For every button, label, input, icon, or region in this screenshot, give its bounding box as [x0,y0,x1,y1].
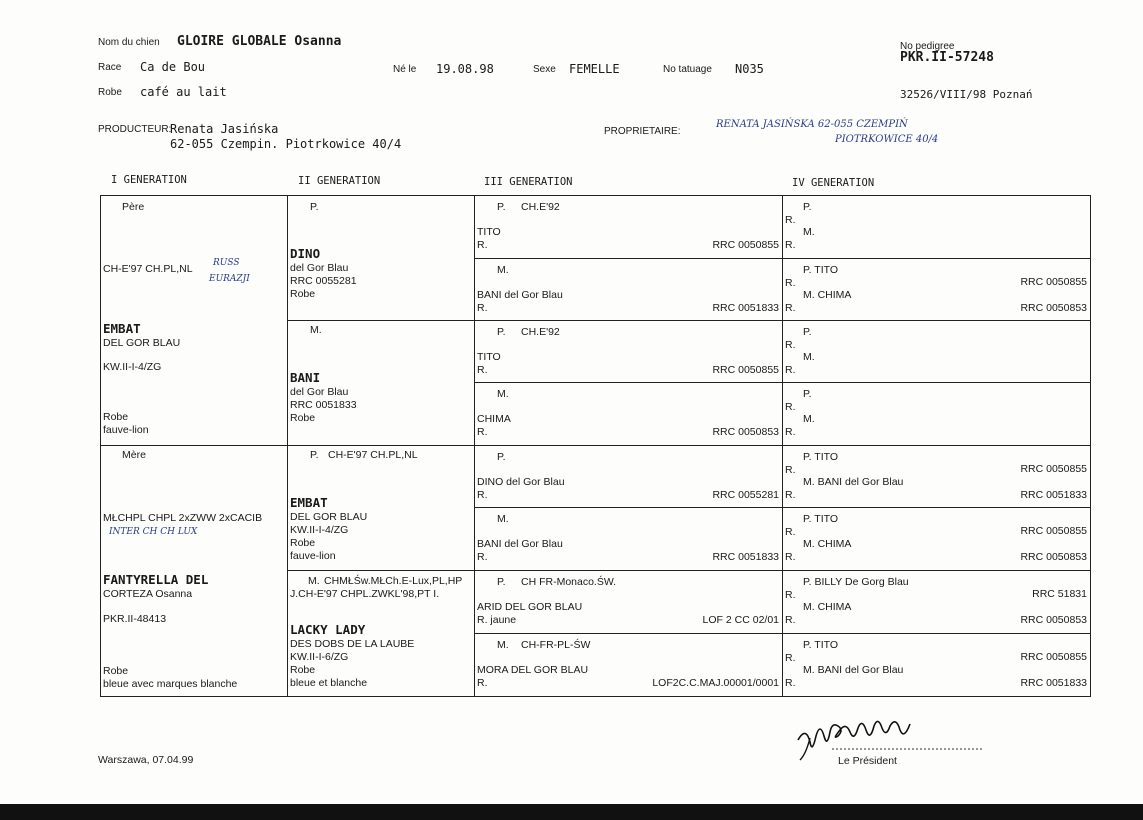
born-value: 19.08.98 [436,62,494,76]
scan-edge-bar [0,804,1143,820]
grid-line [474,382,1090,383]
gen4-sire-registration: RRC 0050855 [1020,276,1087,288]
pedigree-label: No pedigree [900,41,955,52]
owner-handwritten-line1: RENATA JASIŃSKA 62-055 CZEMPIŃ [716,119,908,130]
gen3-registration: RRC 0055281 [712,489,779,501]
gen2-line: KW.II-I-4/ZG [290,524,349,536]
gen4-robe: R. [785,551,796,563]
gen4-dam: M. BANI del Gor Blau [803,476,904,488]
gen4-robe: R. [785,214,796,226]
gen4-robe: R. [785,652,796,664]
gen2-line: bleue et blanche [290,677,368,689]
father-titles: CH-E'97 CH.PL,NL [103,263,193,275]
gen4-sire: P. TITO [803,451,839,463]
gen4-dam: M. CHIMA [803,538,852,550]
mother-registration: PKR.II-48413 [103,613,167,625]
mother-robe: bleue avec marques blanche [103,678,238,690]
grid-line [287,570,1090,571]
father-handwritten-note-2: EURAZJI [209,274,250,284]
gen4-robe: R. [785,526,796,538]
gen3-name: MORA DEL GOR BLAU [477,664,589,676]
gen4-robe: R. [785,677,796,689]
gen3-name: ARID DEL GOR BLAU [477,601,583,613]
gen3-robe: R. [477,239,488,251]
gen2-line: DES DOBS DE LA LAUBE [290,638,415,650]
dog-name: GLOIRE GLOBALE Osanna [177,34,342,49]
father-registration: KW.II-I-4/ZG [103,361,162,373]
gen4-sire-registration: RRC 0050855 [1020,525,1087,537]
gen4-dam: M. CHIMA [803,289,852,301]
gen2-name: LACKY LADY [290,622,366,637]
gen2-titles: CHMŁŚw.MŁCh.E-Lux,PL,HP [324,575,463,587]
pedigree-number: PKR.II-57248 [900,50,994,65]
gen3-titles: CH.E'92 [521,201,560,213]
father-handwritten-note: RUSS [213,258,240,268]
gen4-sire-registration: RRC 0050855 [1020,463,1087,475]
gen3-titles: CH FR-Monaco.ŚW. [521,576,617,588]
gen3-role: P. [497,576,506,588]
gen3-role: P. [497,201,506,213]
gen4-dam-registration: RRC 0050853 [1020,302,1087,314]
gen2-titles: CH-E'97 CH.PL,NL [328,449,418,461]
gen2-line: DEL GOR BLAU [290,511,368,523]
mother-affix: CORTEZA Osanna [103,588,193,600]
gen3-registration: RRC 0051833 [712,302,779,314]
gen3-registration: RRC 0050855 [712,239,779,251]
gen2-line: Robe [290,537,316,549]
gen2-role: M. [308,575,320,587]
gen3-role: M. [497,639,509,651]
grid-line [474,633,1090,634]
dog-name-label: Nom du chien [98,37,160,48]
gen2-line: Robe [290,412,316,424]
gen4-robe: R. [785,589,796,601]
gen3-robe: R. [477,426,488,438]
gen3-robe: R. [477,489,488,501]
gen4-dam: M. CHIMA [803,601,852,613]
gen3-registration: RRC 0050853 [712,426,779,438]
gen3-titles: CH-FR-PL-ŚW [521,639,591,651]
owner-handwritten-line2: PIOTRKOWICE 40/4 [835,134,939,145]
gen4-robe: R. [785,614,796,626]
gen4-robe: R. [785,239,796,251]
grid-line [100,696,1090,697]
gen2-line: del Gor Blau [290,386,349,398]
generation-header-1: I GENERATION [111,174,187,186]
father-affix: DEL GOR BLAU [103,337,181,349]
place-date: Warszawa, 07.04.99 [98,754,194,766]
gen4-robe: R. [785,401,796,413]
robe-label: Robe [98,87,122,98]
grid-line [474,195,475,697]
gen4-robe: R. [785,339,796,351]
gen4-dam: M. [803,413,815,425]
grid-line [474,258,1090,259]
gen2-role: M. [310,324,322,336]
gen2-line: KW.II-I-6/ZG [290,651,349,663]
grid-line [100,195,101,697]
father-robe: fauve-lion [103,424,149,436]
gen3-name: CHIMA [477,413,511,425]
grid-line [1090,195,1091,697]
gen4-sire: P. [803,326,812,338]
gen3-role: M. [497,388,509,400]
gen4-dam-registration: RRC 0050853 [1020,551,1087,563]
grid-line [474,507,1090,508]
gen4-robe: R. [785,426,796,438]
owner-label: PROPRIETAIRE: [604,126,681,137]
tattoo-label: No tatuage [663,64,712,75]
gen3-registration: RRC 0051833 [712,551,779,563]
gen3-role: M. [497,264,509,276]
gen3-name: BANI del Gor Blau [477,538,563,550]
gen3-role: M. [497,513,509,525]
gen4-robe: R. [785,464,796,476]
gen2-line: RRC 0055281 [290,275,357,287]
gen2-line: fauve-lion [290,550,336,562]
gen2-role: P. [310,201,319,213]
gen3-robe: R. jaune [477,614,517,626]
father-name: EMBAT [103,321,141,336]
gen4-robe: R. [785,364,796,376]
gen3-titles: CH.E'92 [521,326,560,338]
gen2-line: Robe [290,288,316,300]
race-value: Ca de Bou [140,60,206,74]
producer-address: 62-055 Czempin. Piotrkowice 40/4 [170,137,402,151]
father-role: Père [122,201,145,213]
sex-label: Sexe [533,64,556,75]
grid-line [287,320,1090,321]
sex-value: FEMELLE [569,62,620,76]
gen3-role: P. [497,451,506,463]
gen4-robe: R. [785,302,796,314]
gen4-sire-registration: RRC 0050855 [1020,651,1087,663]
generation-header-3: III GENERATION [484,176,573,188]
gen2-name: DINO [290,246,321,261]
robe-value: café au lait [140,85,227,99]
gen3-robe: R. [477,677,488,689]
gen4-robe: R. [785,277,796,289]
gen4-sire: P. [803,388,812,400]
father-robe-label: Robe [103,411,129,423]
gen2-titles-2: J.CH-E'97 CHPL.ZWKL'98,PT I. [290,588,440,600]
gen3-robe: R. [477,364,488,376]
generation-header-2: II GENERATION [298,175,381,187]
grid-line [100,195,1090,196]
gen4-dam: M. [803,226,815,238]
gen2-name: BANI [290,370,321,385]
gen4-sire: P. [803,201,812,213]
mother-titles: MŁCHPL CHPL 2xZWW 2xCACIB [103,512,263,524]
gen3-robe: R. [477,302,488,314]
gen3-registration: LOF2C.C.MAJ.00001/0001 [652,677,779,689]
race-label: Race [98,62,122,73]
gen2-name: EMBAT [290,495,328,510]
generation-header-4: IV GENERATION [792,177,875,189]
producer-name: Renata Jasińska [170,122,279,136]
born-label: Né le [393,64,417,75]
mother-handwritten-note: INTER CH CH LUX [109,527,198,537]
gen3-role: P. [497,326,506,338]
grid-line [100,445,1090,446]
gen3-name: TITO [477,351,501,363]
gen4-robe: R. [785,489,796,501]
gen3-name: TITO [477,226,501,238]
gen4-dam: M. [803,351,815,363]
gen3-name: BANI del Gor Blau [477,289,563,301]
gen4-sire: P. BILLY De Gorg Blau [803,576,909,588]
grid-line [287,195,288,697]
tattoo-value: N035 [735,62,764,76]
mother-name: FANTYRELLA DEL [103,572,209,587]
gen2-line: del Gor Blau [290,262,349,274]
gen4-dam-registration: RRC 0050853 [1020,614,1087,626]
gen4-sire: P. TITO [803,264,839,276]
gen4-dam: M. BANI del Gor Blau [803,664,904,676]
gen2-line: Robe [290,664,316,676]
gen3-name: DINO del Gor Blau [477,476,565,488]
gen3-registration: RRC 0050855 [712,364,779,376]
producer-label: PRODUCTEUR: [98,124,172,135]
grid-line [782,195,783,697]
gen2-line: RRC 0051833 [290,399,357,411]
president-label: Le Président [838,755,897,767]
mother-robe-label: Robe [103,665,129,677]
gen4-dam-registration: RRC 0051833 [1020,677,1087,689]
registry-number: 32526/VIII/98 Poznań [900,88,1033,101]
gen4-sire: P. TITO [803,639,839,651]
mother-role: Mère [122,449,146,461]
gen3-robe: R. [477,551,488,563]
gen2-role: P. [310,449,319,461]
gen4-sire: P. TITO [803,513,839,525]
gen4-sire-registration: RRC 51831 [1032,588,1087,600]
gen3-registration: LOF 2 CC 02/01 [702,614,779,626]
gen4-dam-registration: RRC 0051833 [1020,489,1087,501]
